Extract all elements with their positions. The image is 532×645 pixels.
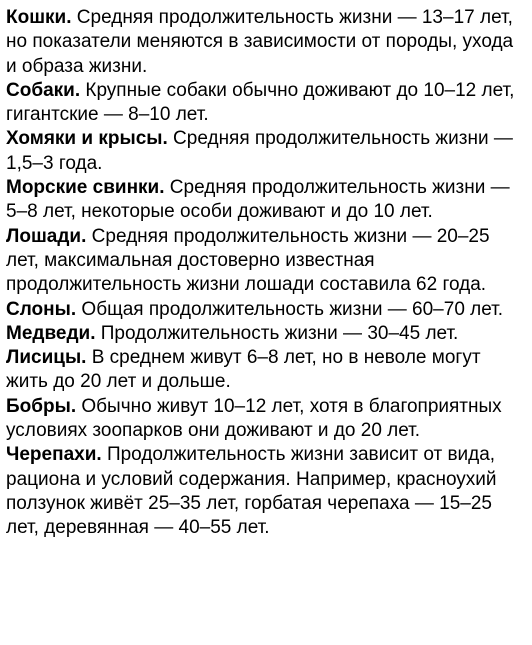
entry-text: В среднем живут 6–8 лет, но в неволе могут жить до 20 лет и дольше. [6,347,481,393]
entry-text: Продолжительность жизни зависит от вида, рациона и условий содержания. Например, красноухий ползунок живёт 25–35 лет, горбатая черепаха — 15–25 лет, деревянная — 40–55 лет. [6,444,497,539]
entry-term: Слоны. [6,298,77,320]
entry-term: Медведи. [6,322,96,344]
entry-term: Хомяки и крысы. [6,128,168,150]
entry-beavers [6,395,524,444]
entry-elephants [6,298,524,322]
entry-text: Общая продолжительность жизни — 60–70 лет. [76,298,504,320]
entry-term: Лошади. [6,225,87,247]
entry-dogs [6,79,524,128]
entry-hamsters-rats [6,127,524,176]
entry-text: Продолжительность жизни — 30–45 лет. [95,322,459,344]
entry-term: Лисицы. [6,347,87,369]
entry-text: Крупные собаки обычно доживают до 10–12 лет, гигантские — 8–10 лет. [6,79,515,126]
entry-text: Средняя продолжительность жизни — 1,5–3 года. [6,128,513,174]
entry-term: Собаки. [6,79,81,101]
entry-guinea-pigs [6,176,524,225]
entry-turtles [6,443,524,540]
entry-horses [6,225,524,298]
entry-bears [6,322,524,346]
entry-text: Средняя продолжительность жизни — 20–25 лет, максимальная достоверно известная продолжительность жизни лошади составила 62 года. [6,225,490,296]
entry-term: Черепахи. [6,444,102,466]
entry-text: Обычно живут 10–12 лет, хотя в благоприятных условиях зоопарков они доживают и до 20 лет. [6,395,502,442]
entry-term: Бобры. [6,395,77,417]
entry-term: Морские свинки. [6,177,165,199]
entry-foxes [6,346,524,395]
entry-cats [6,6,524,79]
entry-term: Кошки. [6,7,72,28]
entry-text: Средняя продолжительность жизни — 13–17 лет, но показатели меняются в зависимости от породы, ухода и образа жизни. [6,7,514,77]
entry-text: Средняя продолжительность жизни — 5–8 лет, некоторые особи доживают и до 10 лет. [6,177,510,223]
